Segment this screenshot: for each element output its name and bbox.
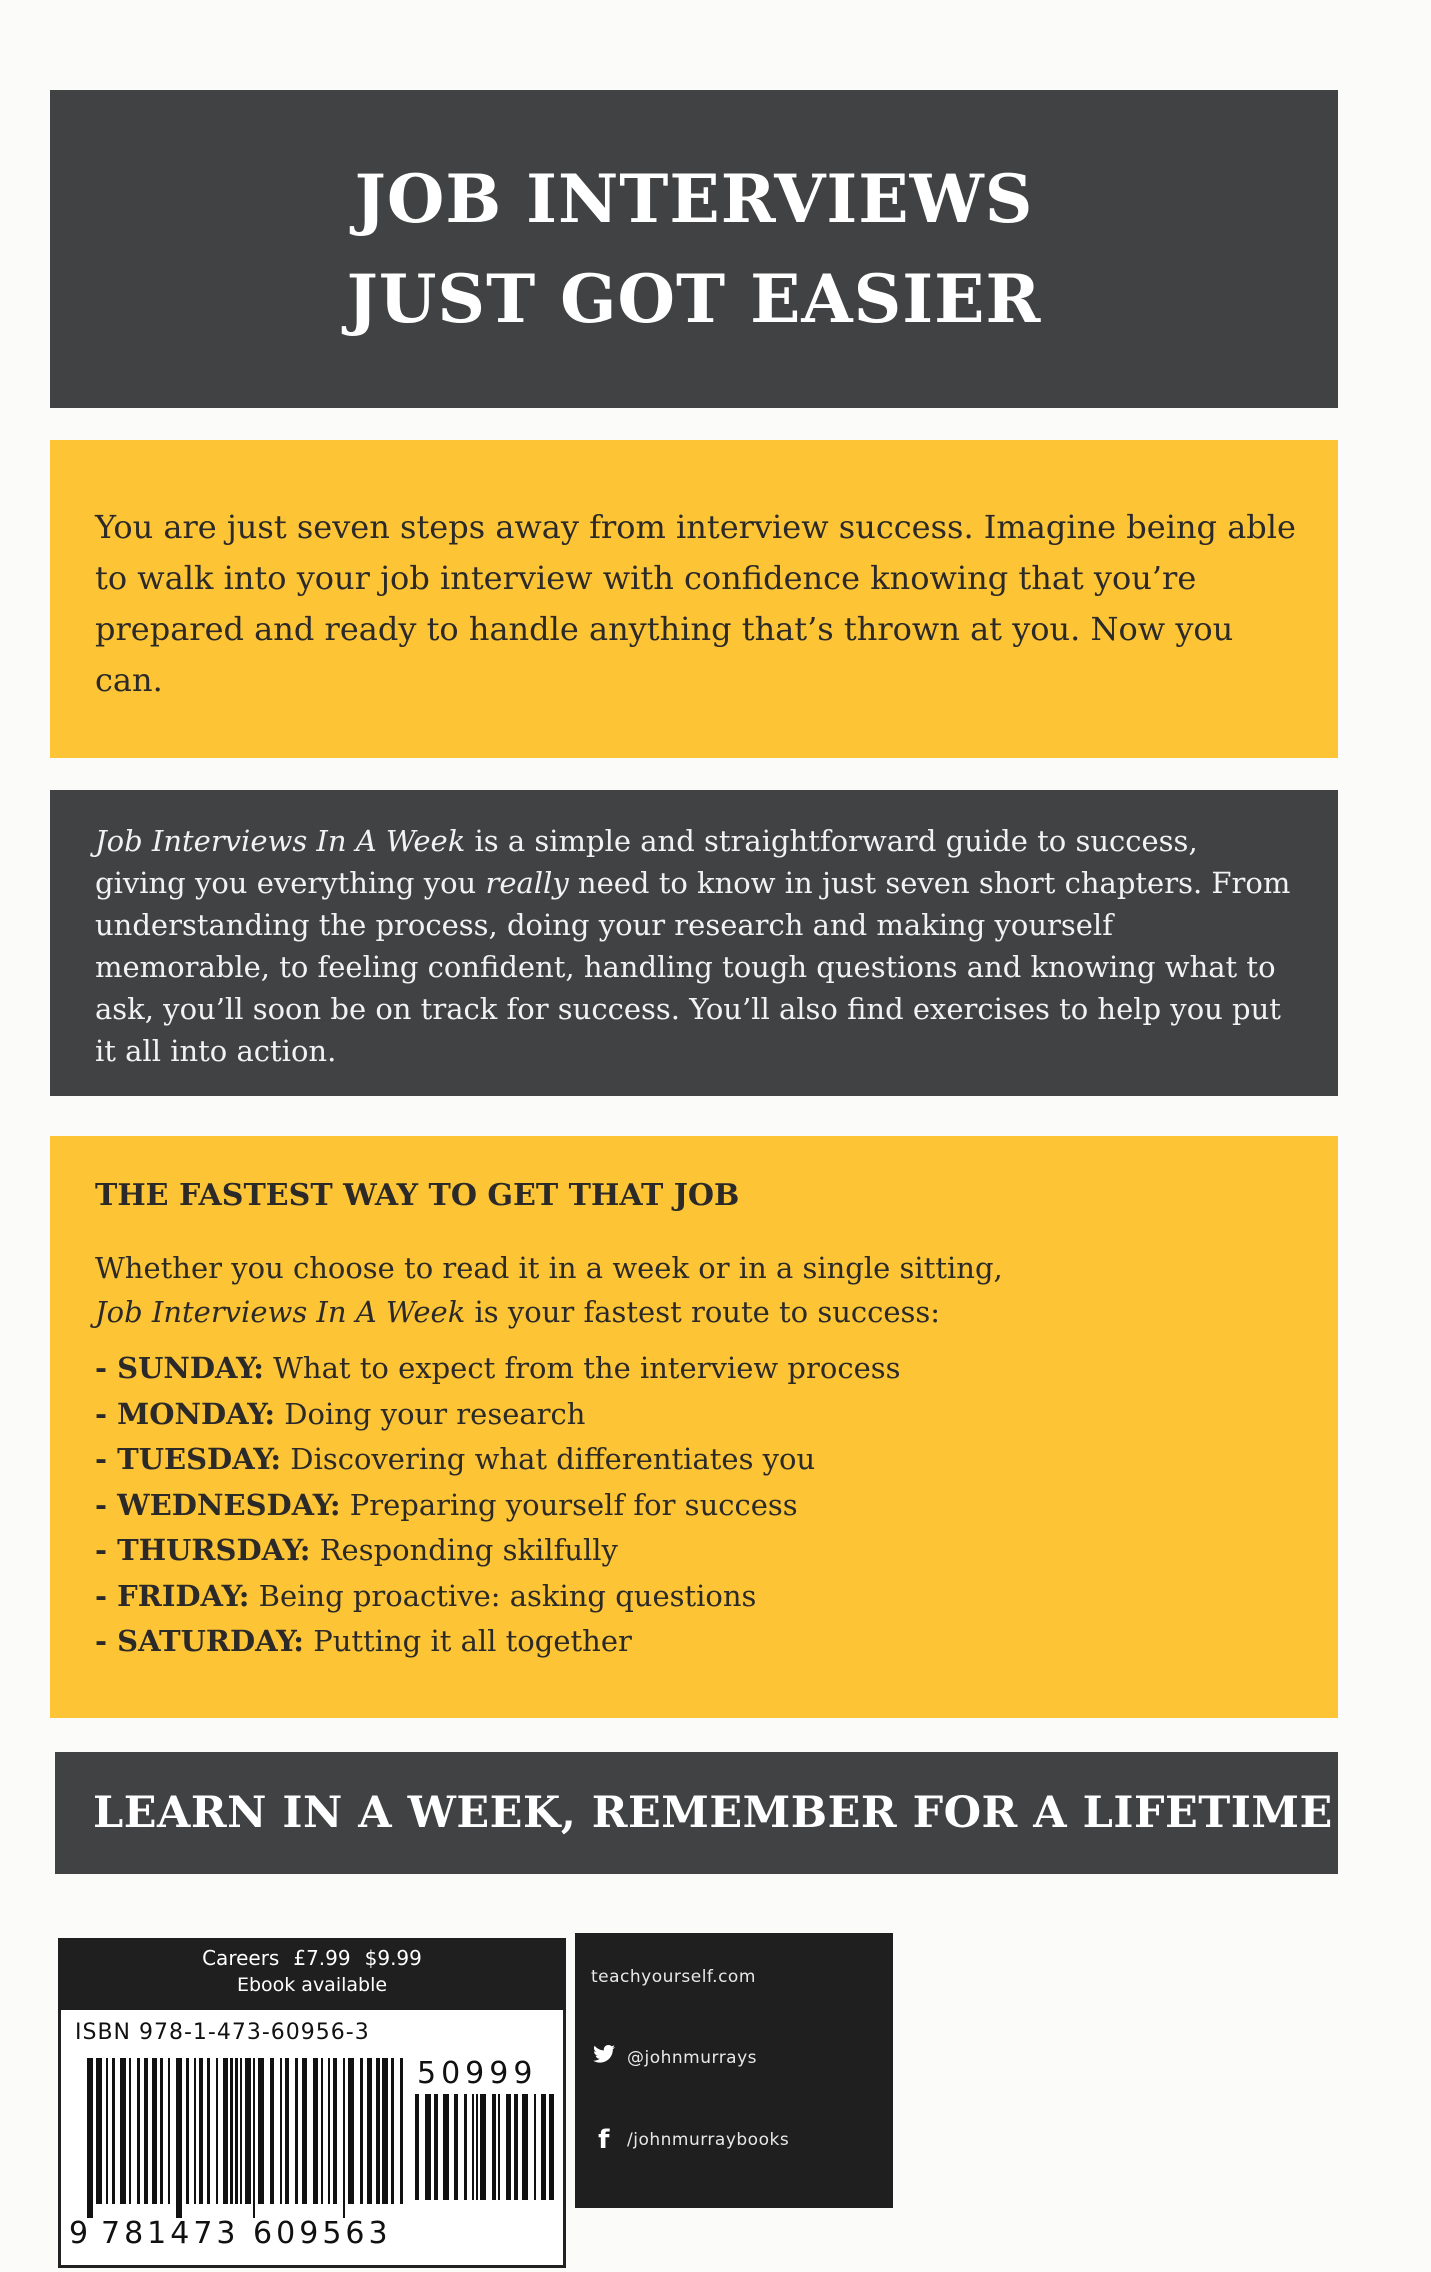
description-part-a: is a simple and straightforward guide to success, giving you everything you xyxy=(95,824,1198,900)
fastest-intro xyxy=(95,1246,1296,1334)
twitter-row xyxy=(591,2045,757,2070)
website-row xyxy=(591,1967,756,1987)
description-panel xyxy=(50,790,1338,1096)
emphasis-word: really xyxy=(485,866,569,900)
title-line-1: JOB INTERVIEWS xyxy=(354,160,1034,238)
facebook-f-icon: f xyxy=(598,2125,610,2155)
day-label: - FRIDAY: xyxy=(95,1578,250,1613)
ean-barcode xyxy=(87,2058,405,2218)
motto-text: LEARN IN A WEEK, REMEMBER FOR A LIFETIME xyxy=(93,1788,1333,1838)
day-label: - SATURDAY: xyxy=(95,1624,304,1658)
ean-first-digit: 9 xyxy=(69,2216,89,2251)
price-usd: $9.99 xyxy=(364,1946,422,1970)
ean-digits: 781473 609563 xyxy=(101,2216,392,2251)
intro-text: You are just seven steps away from interview success. Imagine being able to walk into your job interview with confidence knowing that you’re prepared and ready to handle anything that’s thrown at you. Now you can. xyxy=(95,508,1296,699)
day-item-thursday xyxy=(95,1528,1296,1574)
day-topic: Doing your research xyxy=(275,1396,586,1431)
day-item-monday xyxy=(95,1392,1296,1438)
day-topic: Being proactive: asking questions xyxy=(249,1578,757,1613)
website-link: teachyourself.com xyxy=(591,1967,756,1987)
day-item-friday xyxy=(95,1574,1296,1620)
barcode-box xyxy=(58,2010,566,2268)
day-item-sunday xyxy=(95,1346,1296,1392)
day-label: - MONDAY: xyxy=(95,1396,276,1431)
day-label: - TUESDAY: xyxy=(95,1442,282,1476)
add-on-code: 50999 xyxy=(417,2056,538,2091)
day-list xyxy=(95,1346,1296,1665)
day-item-saturday xyxy=(95,1619,1296,1665)
fastest-intro-b: is your fastest route to success: xyxy=(465,1295,941,1329)
description-text xyxy=(95,820,1296,1072)
day-label: - THURSDAY: xyxy=(95,1533,311,1567)
category: Careers xyxy=(202,1946,280,1970)
facebook-row xyxy=(591,2125,789,2155)
day-item-wednesday xyxy=(95,1483,1296,1529)
add-on-barcode xyxy=(415,2094,555,2234)
price-gbp: £7.99 xyxy=(293,1946,351,1970)
fastest-way-panel xyxy=(50,1136,1338,1718)
day-label: - WEDNESDAY: xyxy=(95,1487,341,1522)
ebook-availability: Ebook available xyxy=(236,1974,388,1996)
title-banner xyxy=(50,90,1338,408)
price-line xyxy=(58,1944,566,1972)
motto-banner xyxy=(55,1752,1338,1874)
intro-panel xyxy=(50,440,1338,758)
description-part-b: need to know in just seven short chapters. From understanding the process, doing your research and making yourself memorable, to feeling confident, handling tough questions and knowing what to ask, you’ll soon be on track for success. You’ll also find exercises to help you put it all into action. xyxy=(95,866,1291,1068)
day-item-tuesday xyxy=(95,1437,1296,1483)
social-box xyxy=(575,1933,893,2208)
price-box xyxy=(58,1938,566,2010)
day-topic: Responding skilfully xyxy=(310,1533,618,1567)
day-topic: Discovering what differentiates you xyxy=(281,1442,816,1476)
day-topic: What to expect from the interview process xyxy=(263,1351,901,1385)
title-line-2: JUST GOT EASIER xyxy=(346,260,1042,338)
book-title: Job Interviews In A Week xyxy=(95,824,466,858)
facebook-handle: /johnmurraybooks xyxy=(627,2130,790,2150)
day-topic: Preparing yourself for success xyxy=(340,1487,798,1522)
fastest-intro-a: Whether you choose to read it in a week or in a single sitting, xyxy=(95,1251,1003,1285)
day-topic: Putting it all together xyxy=(304,1624,632,1658)
twitter-bird-icon xyxy=(591,2045,617,2070)
twitter-handle: @johnmurrays xyxy=(627,2047,758,2068)
isbn-number: ISBN 978-1-473-60956-3 xyxy=(75,2020,370,2045)
day-label: - SUNDAY: xyxy=(95,1351,264,1385)
fastest-book-title: Job Interviews In A Week xyxy=(95,1295,466,1329)
fastest-heading: THE FASTEST WAY TO GET THAT JOB xyxy=(95,1178,740,1213)
